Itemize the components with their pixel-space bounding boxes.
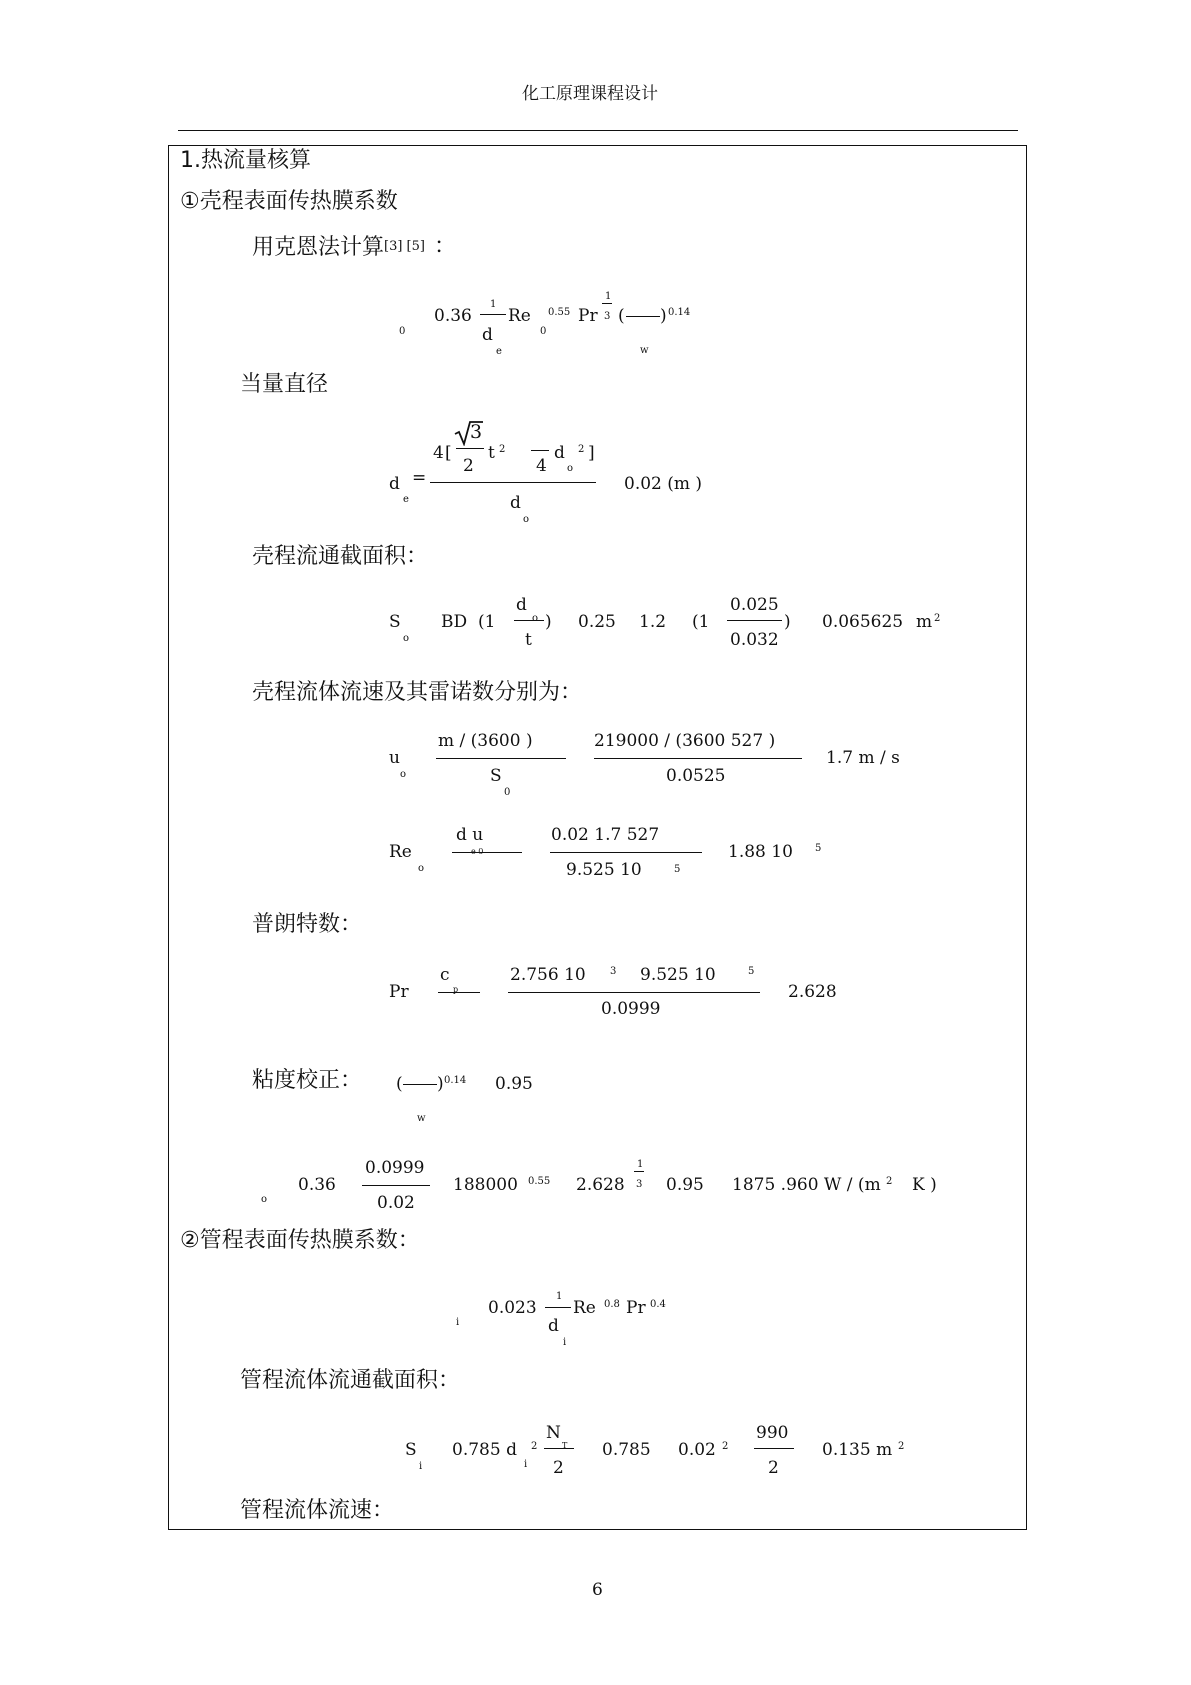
eq1-frac-bar bbox=[480, 314, 506, 315]
eq3-v2: 1.2 bbox=[639, 612, 667, 632]
eq6-n2b: 9.525 10 bbox=[640, 965, 716, 985]
eq10-coef-sub: i bbox=[524, 1459, 528, 1470]
eq4-result: 1.7 m / s bbox=[826, 748, 900, 768]
eq7-w: w bbox=[417, 1113, 426, 1124]
eq10-n2: 990 bbox=[756, 1423, 789, 1443]
eq2-eq: = bbox=[412, 468, 427, 488]
eq1-den-sub: e bbox=[496, 346, 502, 357]
eq4-d2: 0.0525 bbox=[666, 766, 726, 786]
eq10-v2: 0.02 bbox=[678, 1440, 716, 1460]
eq8-num: 0.0999 bbox=[365, 1158, 425, 1178]
eq8-re-exp: 0.55 bbox=[528, 1176, 551, 1187]
eq2-sqrt3: 3 bbox=[470, 421, 483, 443]
eq3-n2: 0.025 bbox=[730, 595, 779, 615]
eq2-lhs: d bbox=[389, 474, 400, 494]
section-tube-side-coefficient: ②管程表面传热膜系数： bbox=[180, 1228, 420, 1253]
eq2-d-exp: 2 bbox=[578, 444, 585, 455]
eq6-n2a-exp: 3 bbox=[610, 966, 617, 977]
eq1-num: 1 bbox=[490, 299, 497, 310]
eq1-w: w bbox=[640, 345, 649, 356]
section-shell-side-coefficient: ①壳程表面传热膜系数 bbox=[180, 189, 398, 214]
eq1-lhs-sub: 0 bbox=[399, 326, 406, 337]
eq8-pr-exp-bar bbox=[634, 1171, 644, 1172]
eq3-den: t bbox=[525, 630, 532, 650]
eq10-num-sub: T bbox=[562, 1441, 568, 1450]
eq4-den-sub: 0 bbox=[504, 787, 511, 798]
eq4-den: S bbox=[490, 766, 502, 786]
eq7-result: 0.95 bbox=[495, 1074, 533, 1094]
eq5-num-sub: e 0 bbox=[471, 847, 484, 856]
eq7-open: ( bbox=[396, 1074, 403, 1094]
eq9-frac-bar bbox=[545, 1307, 571, 1308]
eq8-den: 0.02 bbox=[377, 1193, 415, 1213]
equiv-diameter-label: 当量直径 bbox=[240, 372, 329, 397]
eq3-d2: 0.032 bbox=[730, 630, 779, 650]
eq8-coef: 0.36 bbox=[298, 1175, 336, 1195]
eq6-pr: Pr bbox=[389, 982, 409, 1002]
eq8-frac-bar bbox=[362, 1185, 430, 1186]
eq1-re: Re bbox=[508, 306, 531, 326]
page-number: 6 bbox=[592, 1580, 603, 1600]
eq9-pr: Pr bbox=[626, 1298, 646, 1318]
eq10-frac2-bar bbox=[754, 1448, 794, 1449]
eq2-t: t bbox=[488, 443, 495, 463]
eq6-frac2-bar bbox=[508, 992, 760, 993]
eq8-pr: 2.628 bbox=[576, 1175, 625, 1195]
eq2-two: 2 bbox=[463, 456, 474, 476]
eq7-close: ) bbox=[437, 1074, 444, 1094]
shell-flow-area-label: 壳程流通截面积： bbox=[252, 544, 429, 569]
eq3-result: 0.065625 bbox=[822, 612, 904, 632]
eq4-num: m / (3600 ) bbox=[438, 731, 533, 751]
eq2-t-exp: 2 bbox=[499, 444, 506, 455]
eq3-unit: m bbox=[916, 612, 933, 632]
tube-velocity-label: 管程流体流速： bbox=[240, 1498, 395, 1523]
eq6-n2b-exp: 5 bbox=[748, 966, 755, 977]
eq10-result-exp: 2 bbox=[898, 1441, 905, 1452]
eq1-pr-exp-bar bbox=[602, 303, 612, 304]
eq5-d2a: 9.525 10 bbox=[566, 860, 642, 880]
eq2-main-frac-bar bbox=[430, 482, 596, 483]
eq3-p2: (1 bbox=[692, 612, 710, 632]
eq9-pr-exp: 0.4 bbox=[650, 1299, 666, 1310]
eq5-frac2-bar bbox=[550, 852, 702, 853]
eq8-result: 1875 .960 W / (m bbox=[732, 1175, 881, 1195]
eq3-num-sub: o bbox=[532, 613, 539, 624]
eq2-sqrt-frac-bar bbox=[456, 448, 484, 449]
shell-velocity-re-label: 壳程流体流速及其雷诺数分别为： bbox=[252, 680, 583, 705]
eq5-result-exp: 5 bbox=[815, 843, 822, 854]
eq5-num: d u bbox=[456, 825, 484, 845]
eq10-s-sub: i bbox=[419, 1461, 423, 1472]
eq1-open: ( bbox=[618, 306, 625, 326]
eq9-re-exp: 0.8 bbox=[604, 1299, 620, 1310]
eq8-sub: o bbox=[261, 1194, 268, 1205]
eq6-n2a: 2.756 10 bbox=[510, 965, 586, 985]
eq3-bd: BD bbox=[441, 612, 468, 632]
eq8-result-exp: 2 bbox=[886, 1176, 893, 1187]
eq1-den: d bbox=[482, 325, 493, 345]
eq6-num: c bbox=[440, 965, 450, 985]
eq8-pr-exp-den: 3 bbox=[636, 1179, 643, 1190]
eq10-coef: 0.785 d bbox=[452, 1440, 517, 1460]
eq2-four: 4 bbox=[433, 443, 444, 463]
kern-colon: ： bbox=[434, 234, 457, 259]
eq4-frac-bar bbox=[436, 758, 566, 759]
kern-references: [3] [5] bbox=[384, 239, 425, 254]
eq10-frac-bar bbox=[544, 1448, 574, 1449]
eq2-lbracket: [ bbox=[445, 443, 452, 463]
tube-flow-area-label: 管程流体流通截面积： bbox=[240, 1368, 461, 1393]
eq6-num-sub: p bbox=[453, 985, 459, 994]
eq10-num: N bbox=[546, 1423, 561, 1443]
eq4-u-sub: o bbox=[400, 769, 407, 780]
eq3-p1-close: ) bbox=[545, 612, 552, 632]
eq10-s: S bbox=[405, 1440, 417, 1460]
eq4-n2: 219000 / (3600 527 ) bbox=[594, 731, 776, 751]
eq3-s: S bbox=[389, 612, 401, 632]
eq2-four2: 4 bbox=[536, 456, 547, 476]
eq8-pr-exp-num: 1 bbox=[637, 1159, 644, 1170]
eq8-v: 0.95 bbox=[666, 1175, 704, 1195]
eq3-frac2-bar bbox=[727, 620, 782, 621]
eq7-visc-bar bbox=[403, 1084, 437, 1085]
eq6-result: 2.628 bbox=[788, 982, 837, 1002]
eq3-v1: 0.25 bbox=[578, 612, 616, 632]
eq1-re-exp: 0.55 bbox=[548, 307, 571, 318]
eq5-frac-bar bbox=[452, 852, 522, 853]
eq10-coef-exp: 2 bbox=[531, 1441, 538, 1452]
eq9-sub: i bbox=[456, 1317, 460, 1328]
header-rule bbox=[178, 130, 1018, 131]
kern-method-text: 用克恩法计算 bbox=[252, 235, 385, 260]
eq1-re-sub: 0 bbox=[540, 326, 547, 337]
eq10-v2-exp: 2 bbox=[722, 1441, 729, 1452]
eq1-visc-bar bbox=[626, 316, 660, 317]
eq9-den: d bbox=[548, 1316, 559, 1336]
eq4-frac2-bar bbox=[594, 758, 802, 759]
eq6-frac-bar bbox=[438, 992, 480, 993]
eq2-pi-bar bbox=[531, 450, 549, 451]
eq2-d-sub: o bbox=[567, 463, 574, 474]
eq8-re: 188000 bbox=[453, 1175, 518, 1195]
eq2-rbracket: ] bbox=[588, 443, 595, 463]
eq9-den-sub: i bbox=[563, 1337, 567, 1348]
section-heat-flow-check: 1.热流量核算 bbox=[180, 148, 311, 173]
eq2-result: 0.02 (m ) bbox=[624, 474, 703, 494]
eq9-coef: 0.023 bbox=[488, 1298, 537, 1318]
eq5-re: Re bbox=[389, 842, 412, 862]
eq3-p2-close: ) bbox=[784, 612, 791, 632]
page-header-title: 化工原理课程设计 bbox=[522, 84, 658, 104]
eq7-exp: 0.14 bbox=[444, 1075, 467, 1086]
eq10-result: 0.135 m bbox=[822, 1440, 893, 1460]
eq9-re: Re bbox=[573, 1298, 596, 1318]
eq3-frac-bar bbox=[514, 620, 544, 621]
eq10-den: 2 bbox=[553, 1458, 564, 1478]
eq10-v1: 0.785 bbox=[602, 1440, 651, 1460]
eq5-n2: 0.02 1.7 527 bbox=[551, 825, 660, 845]
eq2-den: d bbox=[510, 493, 521, 513]
eq5-result: 1.88 10 bbox=[728, 842, 793, 862]
prandtl-label: 普朗特数： bbox=[252, 912, 363, 937]
eq2-d: d bbox=[554, 443, 565, 463]
eq3-s-sub: o bbox=[403, 633, 410, 644]
eq1-close: ) bbox=[660, 306, 667, 326]
eq1-visc-exp: 0.14 bbox=[668, 307, 691, 318]
eq1-pr-exp-num: 1 bbox=[605, 291, 612, 302]
eq2-den-sub: o bbox=[523, 514, 530, 525]
viscosity-correction-label: 粘度校正： bbox=[252, 1068, 363, 1093]
eq10-d2: 2 bbox=[768, 1458, 779, 1478]
eq1-pr: Pr bbox=[578, 306, 598, 326]
eq3-p1: (1 bbox=[478, 612, 496, 632]
eq6-d2: 0.0999 bbox=[601, 999, 661, 1019]
eq1-coef: 0.36 bbox=[434, 306, 472, 326]
eq4-u: u bbox=[389, 748, 400, 768]
eq3-num: d bbox=[516, 595, 527, 615]
eq5-re-sub: o bbox=[418, 863, 425, 874]
eq9-num: 1 bbox=[556, 1291, 563, 1302]
eq5-d2-exp: 5 bbox=[674, 864, 681, 875]
eq8-result-tail: K ) bbox=[912, 1175, 937, 1195]
eq3-unit-exp: 2 bbox=[934, 613, 941, 624]
eq2-lhs-sub: e bbox=[403, 494, 409, 505]
eq1-pr-exp-den: 3 bbox=[604, 311, 611, 322]
